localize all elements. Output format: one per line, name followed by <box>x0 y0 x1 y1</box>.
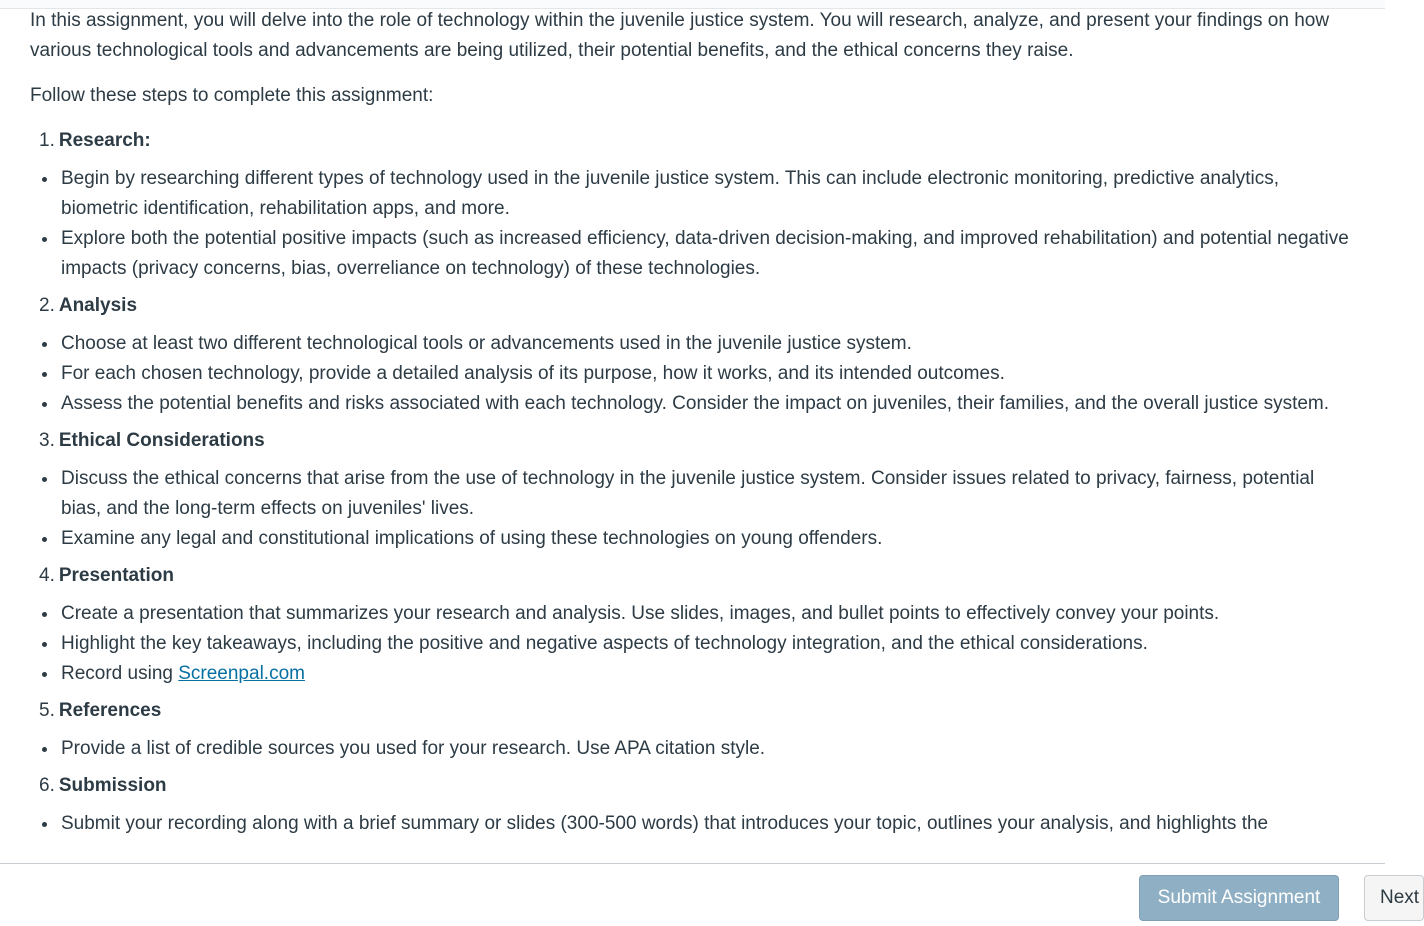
presentation-bullets <box>30 599 1350 689</box>
step-analysis <box>30 291 1350 321</box>
bullet-text: Assess the potential benefits and risks associated with each technology. Consider the impact on juveniles, their families, and the overall justice system. <box>61 393 1330 414</box>
assignment-description <box>30 6 1350 863</box>
list-item <box>30 599 1350 629</box>
step-title: Analysis <box>58 295 138 316</box>
bullet-dot <box>42 747 47 752</box>
bullet-text: Explore both the potential positive impacts (such as increased efficiency, data-driven decision-making, and improved rehabilitation) and potential negative impacts (privacy concerns, bias, overreliance on technology) of these technologies. <box>61 228 1349 279</box>
bullet-dot <box>42 537 47 542</box>
bullet-text: Provide a list of credible sources you used for your research. Use APA citation style. <box>61 738 766 759</box>
step-submission <box>30 771 1350 801</box>
submission-bullets <box>30 809 1350 839</box>
next-button[interactable]: Next <box>1364 875 1424 921</box>
bullet-text: Record using <box>61 663 179 684</box>
step-title: Research: <box>58 130 151 151</box>
list-item <box>30 629 1350 659</box>
bullet-dot <box>42 612 47 617</box>
step-title: Ethical Considerations <box>58 430 265 451</box>
bullet-dot <box>42 237 47 242</box>
research-bullets <box>30 164 1350 284</box>
list-item <box>30 734 1350 764</box>
bullet-dot <box>42 672 47 677</box>
bullet-text: Create a presentation that summarizes your research and analysis. Use slides, images, and bullet points to effectively convey your points. <box>61 603 1220 624</box>
bullet-text: Highlight the key takeaways, including the positive and negative aspects of technology integration, and the ethical considerations. <box>61 633 1148 654</box>
step-title: Presentation <box>58 565 174 586</box>
bullet-text: Choose at least two different technological tools or advancements used in the juvenile justice system. <box>61 333 912 354</box>
step-number: 5. <box>39 700 55 721</box>
screenpal-link[interactable]: Screenpal.com <box>178 663 305 684</box>
bullet-text: Begin by researching different types of technology used in the juvenile justice system. This can include electronic monitoring, predictive analytics, biometric identification, rehabilitation apps, and more. <box>61 168 1280 219</box>
step-ethical-considerations <box>30 426 1350 456</box>
bullet-text: Submit your recording along with a brief summary or slides (300-500 words) that introduces your topic, outlines your analysis, and highlights the <box>61 813 1269 834</box>
bullet-dot <box>42 402 47 407</box>
step-presentation <box>30 561 1350 591</box>
list-item <box>30 809 1350 839</box>
list-item <box>30 659 1350 689</box>
list-item <box>30 359 1350 389</box>
list-item <box>30 389 1350 419</box>
submit-assignment-button[interactable]: Submit Assignment <box>1139 875 1339 921</box>
steps-intro: Follow these steps to complete this assignment: <box>30 85 434 106</box>
analysis-bullets <box>30 329 1350 419</box>
ethical-bullets <box>30 464 1350 554</box>
list-item <box>30 329 1350 359</box>
step-references <box>30 696 1350 726</box>
bullet-dot <box>42 372 47 377</box>
step-title: References <box>58 700 162 721</box>
bullet-dot <box>42 177 47 182</box>
bullet-dot <box>42 642 47 647</box>
list-item <box>30 164 1350 224</box>
step-number: 1. <box>39 130 55 151</box>
step-title: Submission <box>58 775 167 796</box>
list-item <box>30 224 1350 284</box>
step-research <box>30 126 1350 156</box>
step-number: 4. <box>39 565 55 586</box>
step-number: 6. <box>39 775 55 796</box>
bullet-text: For each chosen technology, provide a detailed analysis of its purpose, how it works, and its intended outcomes. <box>61 363 1005 384</box>
bullet-text: Discuss the ethical concerns that arise from the use of technology in the juvenile justice system. Consider issues related to privacy, fairness, potential bias, and the long-term effects on juveniles' lives. <box>61 468 1315 519</box>
list-item <box>30 464 1350 524</box>
references-bullets <box>30 734 1350 764</box>
assignment-footer <box>0 863 1420 926</box>
bullet-dot <box>42 477 47 482</box>
step-number: 2. <box>39 295 55 316</box>
intro-paragraph: In this assignment, you will delve into the role of technology within the juvenile justice system. You will research, analyze, and present your findings on how various technological tools and advancements are being utilized, their potential benefits, and the ethical concerns they raise. <box>30 10 1330 61</box>
bullet-dot <box>42 822 47 827</box>
bullet-text: Examine any legal and constitutional implications of using these technologies on young offenders. <box>61 528 883 549</box>
list-item <box>30 524 1350 554</box>
bullet-dot <box>42 342 47 347</box>
step-number: 3. <box>39 430 55 451</box>
